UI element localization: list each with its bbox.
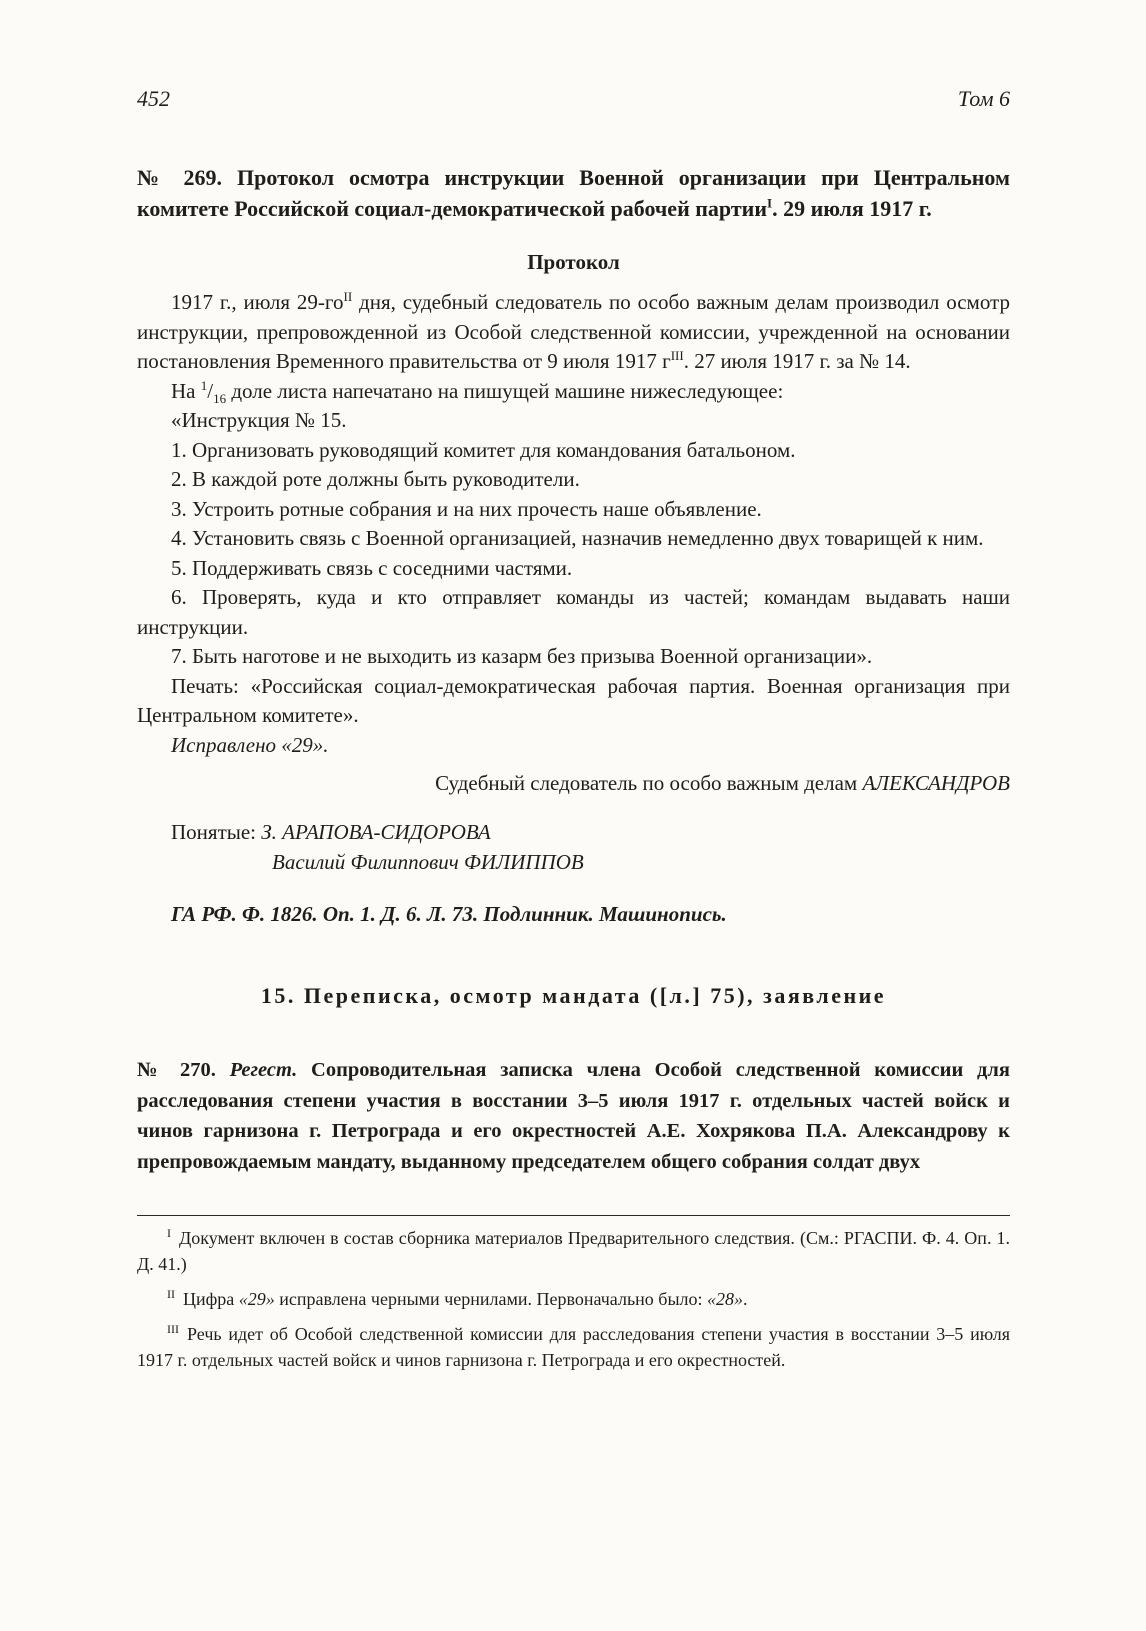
protokol-heading: Протокол — [527, 250, 620, 274]
footnote-3-marker: III — [167, 1322, 179, 1336]
instruction-item-3: 3. Устроить ротные собрания и на них прочесть наше объявление. — [171, 496, 762, 521]
signature-name: АЛЕКСАНДРОВ — [862, 771, 1010, 795]
doc-title-date: . 29 июля 1917 г. — [772, 196, 932, 221]
text-run: 1917 г., июля 29-го — [171, 290, 344, 314]
signature-role: Судебный следователь по особо важным делам — [435, 771, 863, 795]
doc-269-heading — [137, 162, 1010, 224]
footnote-1-text: Документ включен в состав сборника материалов Предварительного следствия. (См.: РГАСПИ. Ф. 4. Оп. 1. Д. 41.) — [137, 1228, 1010, 1274]
footnote-3 — [137, 1321, 1010, 1373]
footnotes-section — [137, 1215, 1010, 1373]
footnote-1 — [137, 1225, 1010, 1277]
footnote-1-marker: I — [167, 1226, 171, 1240]
text-run: дня, судебный следователь по особо важным делам производил осмотр инструкции, препровожденной из Особой следственной комиссии, учрежденной на основании постановления Временного правительства от 9 июля 1917 г — [137, 290, 1010, 373]
fraction-denominator: 16 — [213, 390, 227, 406]
footnote-2-em-2: «28» — [707, 1289, 744, 1309]
instruction-item-6: 6. Проверять, куда и кто отправляет команды из частей; командам выдавать наши инструкции. — [137, 585, 1010, 639]
volume-label: Том 6 — [957, 86, 1010, 111]
instruction-item-7: 7. Быть наготове и не выходить из казарм без призыва Военной организации». — [171, 644, 873, 668]
footnote-ref-iii: III — [670, 348, 684, 363]
witness-name-1: З. АРАПОВА-СИДОРОВА — [261, 820, 491, 844]
footnote-3-text: Речь идет об Особой следственной комиссии для расследования степени участия в восстании 3–5 июля 1917 г. отдельных частей войск и чинов гарнизона г. Петрограда и его окрестностей. — [137, 1324, 1010, 1370]
footnote-2-marker: II — [167, 1287, 175, 1301]
footnote-2-text: исправлена черными чернилами. Первоначально было: — [274, 1289, 708, 1309]
paragraph-instruction-title: «Инструкция № 15. — [171, 408, 347, 432]
footnote-2-em-1: «29» — [238, 1289, 275, 1309]
footnote-ref-i: I — [767, 195, 773, 211]
doc-270-regest — [137, 1055, 1010, 1177]
regest-label: Регест. — [229, 1059, 298, 1081]
paragraph-seal: Печать: «Российская социал-демократическая рабочая партия. Военная организация при Центральном комитете». — [137, 673, 1010, 727]
section-15-heading: 15. Переписка, осмотр мандата ([л.] 75), заявление — [260, 983, 887, 1008]
fraction-slash: / — [207, 378, 214, 403]
instruction-item-4: 4. Установить связь с Военной организацией, назначив немедленно двух товарищей к ним. — [171, 526, 984, 550]
witness-row-1 — [137, 818, 1010, 848]
doc-title-text: № 269. Протокол осмотра инструкции Военной организации при Центральном комитете Российской социал-демократической рабочей партии — [137, 165, 1010, 221]
page-number: 452 — [137, 86, 170, 111]
paragraph-correction-note: Исправлено «29». — [171, 732, 329, 757]
instruction-item-2: 2. В каждой роте должны быть руководители. — [171, 467, 580, 491]
footnote-2-text: . — [743, 1289, 748, 1309]
paragraph-sheet-fraction — [137, 377, 1010, 407]
text-run: доле листа напечатано на пишущей машине нижеследующее: — [226, 378, 784, 403]
fraction-one-sixteenth — [200, 377, 227, 406]
paragraph-opening — [137, 288, 1010, 377]
text-run: . 27 июля 1917 г. за № 14. — [683, 349, 911, 373]
footnote-2-text: Цифра — [183, 1289, 239, 1309]
instruction-item-5: 5. Поддерживать связь с соседними частями. — [171, 555, 573, 580]
footnote-2 — [137, 1286, 1010, 1312]
running-header — [137, 86, 1010, 112]
footnote-separator — [137, 1215, 1010, 1216]
fraction-numerator: 1 — [200, 377, 208, 393]
witnesses-label: Понятые: — [171, 820, 262, 844]
witnesses-block — [137, 818, 1010, 877]
witness-row-2: Василий Филиппович ФИЛИППОВ — [272, 849, 584, 874]
archive-reference: ГА РФ. Ф. 1826. Оп. 1. Д. 6. Л. 73. Подлинник. Машинопись. — [171, 902, 727, 926]
footnote-ref-ii: II — [343, 289, 353, 304]
doc-270-number: № 270. — [137, 1059, 230, 1081]
regest-text: Сопроводительная записка члена Особой следственной комиссии для расследования степени участия в восстании 3–5 июля 1917 г. отдельных частей войск и чинов гарнизона г. Петрограда и его окрестностей А.Е. Хохрякова П.А. Александрову к препровождаемым мандату, выданному председателем общего собрания солдат двух — [137, 1059, 1010, 1173]
instruction-item-1: 1. Организовать руководящий комитет для командования батальоном. — [171, 437, 796, 462]
signature-line — [137, 768, 1010, 798]
text-run: На — [171, 378, 201, 403]
